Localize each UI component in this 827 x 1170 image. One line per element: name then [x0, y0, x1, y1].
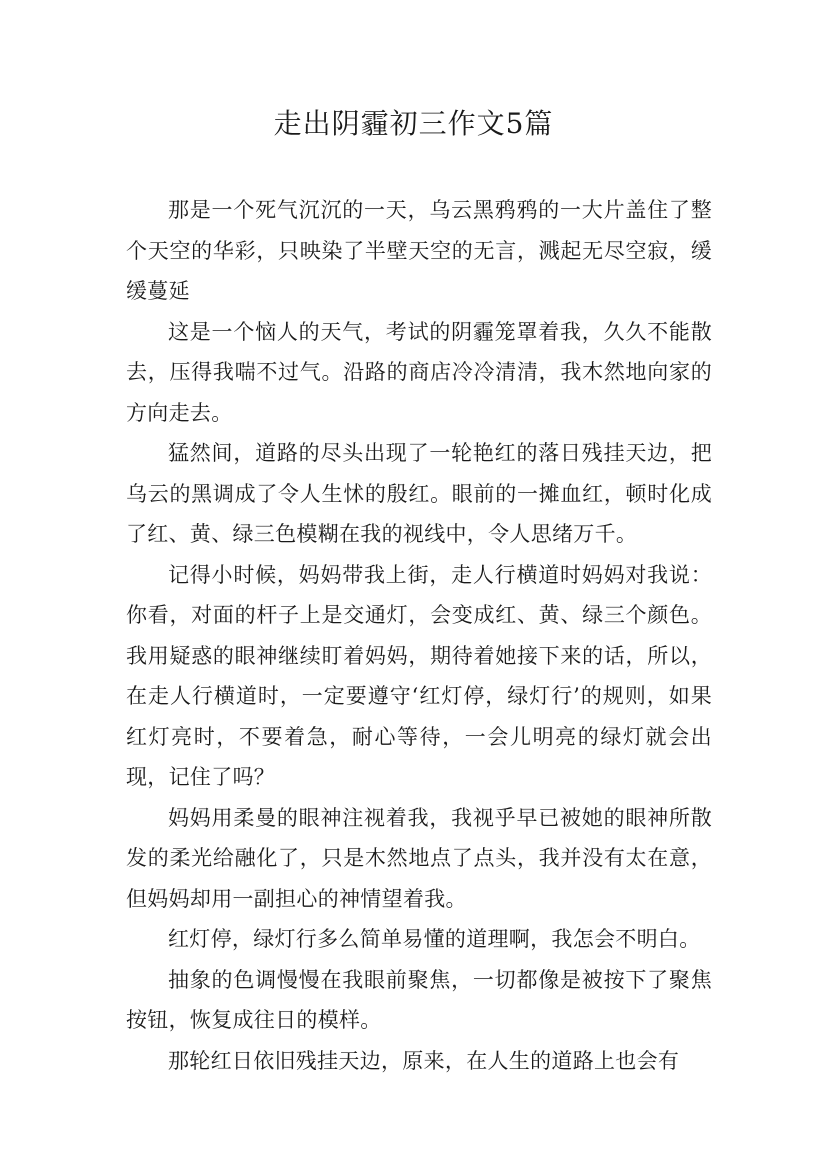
document-title: 走出阴霾初三作文5篇	[273, 107, 554, 140]
paragraph: 那轮红日依旧残挂天边，原来，在人生的道路上也会有	[168, 1048, 680, 1073]
paragraph: 妈妈用柔曼的眼神注视着我，我视乎早已被她的眼神所散发的柔光给融化了，只是木然地点了点头，我并没有太在意，但妈妈却用一副担心的神情望着我。	[126, 805, 712, 911]
paragraph: 红灯停，绿灯行多么简单易懂的道理啊，我怎会不明白。	[168, 927, 701, 951]
paragraph: 那是一个死气沉沉的一天，乌云黑鸦鸦的一大片盖住了整个天空的华彩，只映染了半壁天空的无言，溅起无尽空寂，缓缓蔓延	[126, 198, 712, 303]
document-body	[126, 190, 712, 1081]
paragraph: 记得小时候，妈妈带我上街，走人行横道时妈妈对我说：你看，对面的杆子上是交通灯，会变成红、黄、绿三个颜色。我用疑惑的眼神继续盯着妈妈，期待着她接下来的话，所以，在走人行横道时，一定要遵守‘红灯停，绿灯行’的规则，如果红灯亮时，不要着急，耐心等待，一会儿明亮的绿灯就会出现，记住了吗？	[126, 562, 712, 789]
paragraph: 抽象的色调慢慢在我眼前聚焦，一切都像是被按下了聚焦按钮，恢复成往日的模样。	[126, 967, 712, 1032]
paragraph: 这是一个恼人的天气，考试的阴霾笼罩着我，久久不能散去，压得我喘不过气。沿路的商店冷冷清清，我木然地向家的方向走去。	[126, 319, 712, 425]
paragraph: 猛然间，道路的尽头出现了一轮艳红的落日残挂天边，把乌云的黑调成了令人生怵的殷红。眼前的一摊血红，顿时化成了红、黄、绿三色模糊在我的视线中，令人思绪万千。	[126, 441, 712, 546]
